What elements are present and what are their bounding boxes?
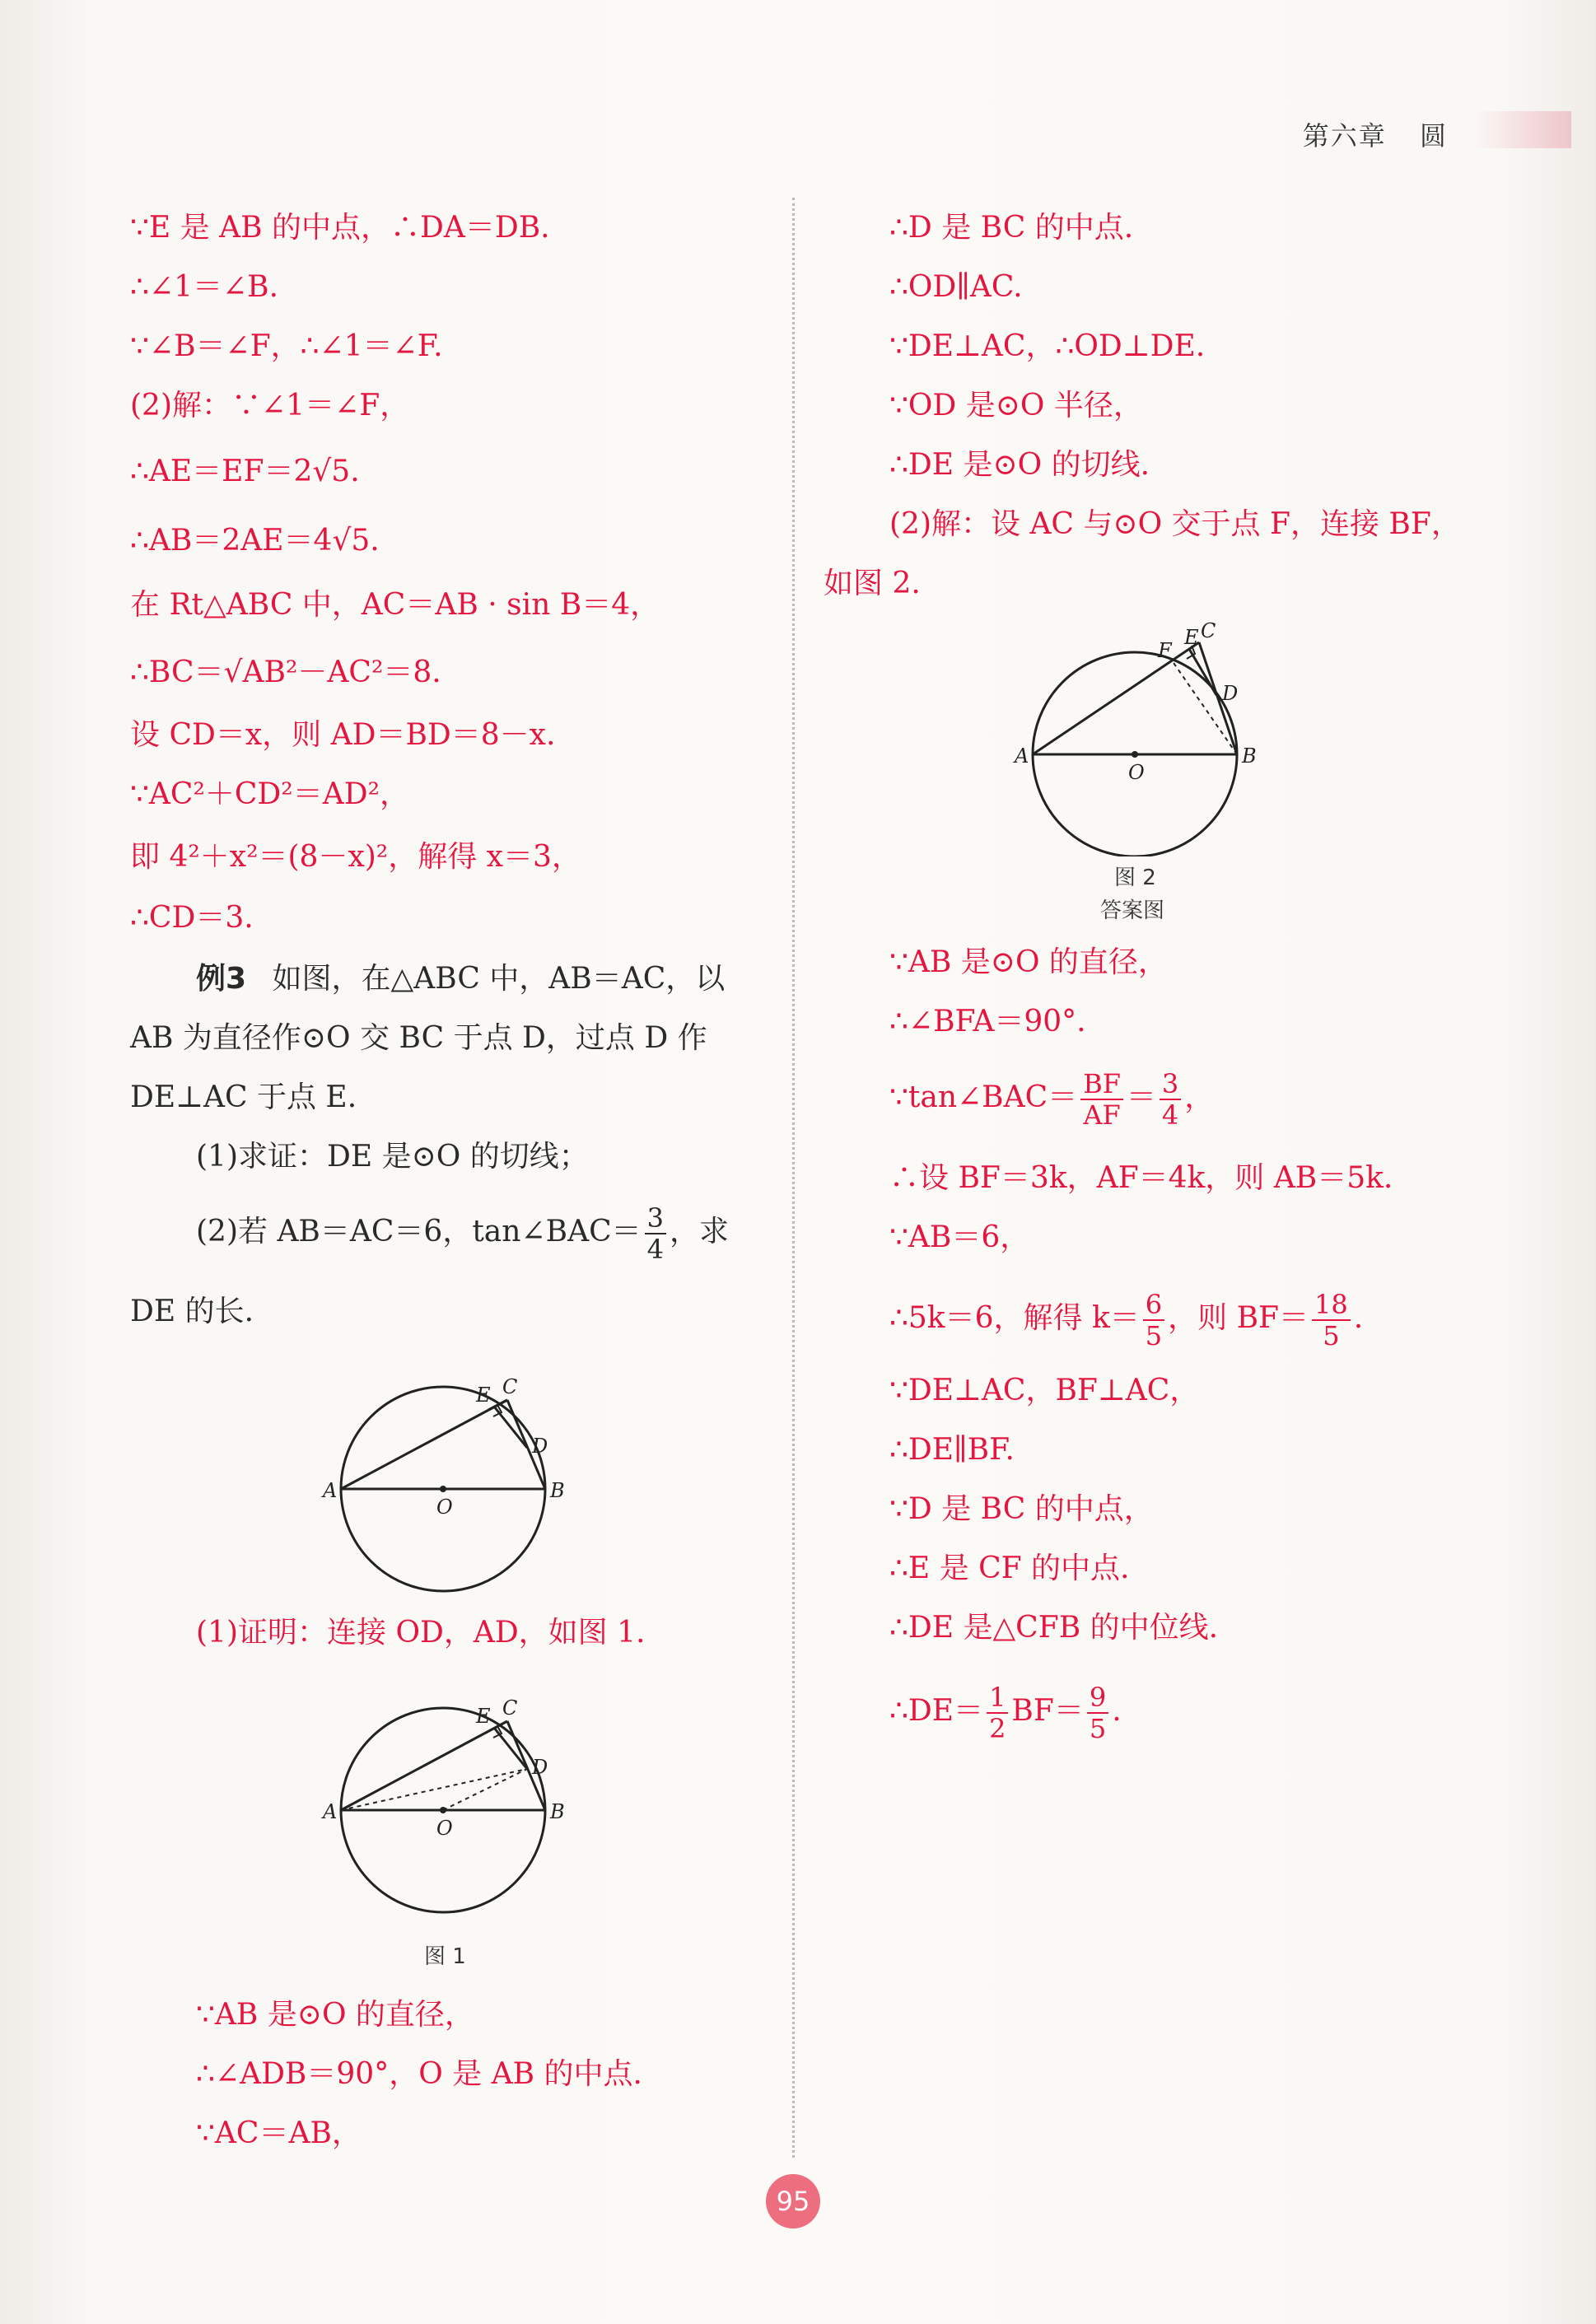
fraction: [1312, 1291, 1351, 1349]
solution-line: ∴∠ADB＝90°，O 是 AB 的中点.: [196, 2057, 642, 2091]
label-c: C: [502, 1375, 518, 1398]
equals: ＝: [1126, 1080, 1156, 1114]
denominator: 5: [1323, 1320, 1340, 1351]
denominator: 5: [1145, 1320, 1163, 1351]
label-e: E: [1184, 626, 1199, 649]
label-b: B: [550, 1800, 565, 1823]
period: .: [1353, 1301, 1364, 1335]
solution-line: 如图 2.: [824, 567, 921, 600]
example-text-1: 如图，在△ABC 中，AB＝AC，以: [272, 962, 726, 996]
solution-line: ∴AB＝2AE＝4√5.: [130, 524, 380, 558]
label-b: B: [550, 1479, 565, 1502]
label-a: A: [1015, 744, 1029, 768]
k-text-mid: ，则 BF＝: [1168, 1301, 1309, 1335]
example-intro: [196, 961, 725, 997]
solution-line: ∵OD 是⊙O 半径，: [889, 389, 1143, 422]
label-d: D: [1222, 682, 1239, 705]
question-2-end: DE 的长.: [130, 1295, 254, 1328]
fraction: [1143, 1291, 1164, 1349]
segment-ad: [341, 1769, 527, 1810]
question-2-text: (2)若 AB＝AC＝6，tan∠BAC＝: [196, 1215, 642, 1248]
denominator: 5: [1089, 1713, 1107, 1744]
fraction: [645, 1202, 666, 1265]
numerator: 9: [1087, 1684, 1108, 1714]
label-o: O: [436, 1496, 453, 1519]
de-text-mid: BF＝: [1011, 1694, 1084, 1728]
question-2-tail: ，求: [669, 1215, 729, 1248]
tan-line: [889, 1068, 1215, 1131]
solution-line: ∴DE∥BF.: [889, 1433, 1015, 1467]
solution-line: 设 CD＝x，则 AD＝BD＝8－x.: [130, 718, 556, 752]
question-1: (1)求证：DE 是⊙O 的切线；: [196, 1140, 589, 1174]
label-f: F: [1158, 639, 1172, 662]
label-b: B: [1242, 744, 1257, 768]
de-line: [889, 1684, 1122, 1742]
solution-line: ∴∠BFA＝90°.: [889, 1005, 1086, 1038]
chapter-label: 第六章: [1302, 120, 1387, 152]
proof-intro: (1)证明：连接 OD，AD，如图 1.: [196, 1616, 646, 1650]
k-line: [889, 1291, 1363, 1349]
fraction: [1160, 1068, 1181, 1131]
solution-line: ∵D 是 BC 的中点，: [889, 1492, 1154, 1526]
segment-od: [443, 1769, 527, 1810]
label-e: E: [476, 1705, 491, 1728]
solution-line: ∴AE＝EF＝2√5.: [130, 455, 360, 488]
denominator: 4: [646, 1234, 664, 1265]
solution-line: ∵∠B＝∠F，∴∠1＝∠F.: [130, 329, 443, 363]
solution-line: ∴∠1＝∠B.: [130, 270, 279, 304]
de-text: ∴DE＝: [889, 1694, 984, 1728]
solution-line: ∴D 是 BC 的中点.: [889, 211, 1134, 245]
example-label: 例3: [196, 962, 247, 996]
label-c: C: [1201, 619, 1216, 642]
segment-ac: [341, 1400, 507, 1489]
figure-1: [321, 1672, 585, 1919]
solution-line: (2)解：设 AC 与⊙O 交于点 F，连接 BF，: [889, 507, 1461, 541]
chapter-header: [1303, 115, 1448, 153]
solution-line: 即 4²＋x²＝(8－x)²，解得 x＝3，: [130, 840, 581, 874]
figure-2-caption: 图 2: [1114, 866, 1156, 890]
tan-text: ∵tan∠BAC＝: [889, 1080, 1078, 1114]
numerator: 18: [1312, 1291, 1351, 1321]
k-text: ∴5k＝6，解得 k＝: [889, 1301, 1140, 1335]
label-c: C: [502, 1696, 518, 1720]
label-a: A: [323, 1479, 338, 1502]
fraction: [1087, 1684, 1108, 1742]
figure-2: [1013, 609, 1276, 856]
example-figure: [321, 1351, 585, 1598]
solution-line: ∴DE 是⊙O 的切线.: [889, 448, 1150, 482]
solution-line: ∵DE⊥AC，∴OD⊥DE.: [889, 329, 1206, 363]
denominator: 2: [989, 1713, 1006, 1744]
segment-ac: [341, 1721, 507, 1810]
solution-line: ∵E 是 AB 的中点，∴DA＝DB.: [130, 211, 550, 245]
numerator: 1: [987, 1684, 1008, 1714]
solution-line: (2)解：∵∠1＝∠F，: [130, 389, 410, 422]
comma: ，: [1184, 1080, 1215, 1114]
solution-line: ∴DE 是△CFB 的中位线.: [889, 1611, 1219, 1645]
period: .: [1112, 1694, 1122, 1728]
center-point: [440, 1807, 446, 1813]
solution-line: ∴设 BF＝3k，AF＝4k，则 AB＝5k.: [889, 1161, 1393, 1195]
page-number-badge: 95: [766, 2174, 820, 2228]
example-text-3: DE⊥AC 于点 E.: [130, 1080, 357, 1114]
solution-line: ∵AC²＋CD²＝AD²，: [130, 777, 410, 811]
solution-line: ∵AB 是⊙O 的直径，: [889, 945, 1168, 979]
numerator: BF: [1080, 1071, 1123, 1100]
solution-line: ∴CD＝3.: [130, 901, 254, 935]
example-text-2: AB 为直径作⊙O 交 BC 于点 D，过点 D 作: [130, 1021, 707, 1055]
center-point: [440, 1486, 446, 1492]
solution-line: ∵AB＝6，: [889, 1220, 1030, 1254]
solution-line: ∵DE⊥AC，BF⊥AC，: [889, 1374, 1200, 1407]
fraction: [1080, 1068, 1123, 1131]
figure-1-caption: 图 1: [424, 1944, 466, 1969]
solution-line: 在 Rt△ABC 中，AC＝AB · sin B＝4，: [130, 588, 660, 622]
numerator: 3: [645, 1205, 666, 1234]
header-accent: [1472, 111, 1571, 148]
label-e: E: [476, 1384, 491, 1407]
segment-ac: [1033, 642, 1199, 754]
solution-line: ∵AC＝AB，: [196, 2116, 362, 2150]
question-2: [196, 1202, 729, 1265]
figure-2-subcaption: 答案图: [1100, 898, 1165, 923]
label-o: O: [436, 1817, 453, 1840]
solution-line: ∴OD∥AC.: [889, 270, 1023, 304]
center-point: [1132, 751, 1138, 758]
label-a: A: [323, 1800, 338, 1823]
numerator: 6: [1143, 1291, 1164, 1321]
solution-line: ∵AB 是⊙O 的直径，: [196, 1998, 474, 2032]
denominator: AF: [1083, 1099, 1121, 1131]
denominator: 4: [1161, 1099, 1179, 1131]
label-d: D: [532, 1435, 548, 1458]
chapter-topic: 圆: [1419, 120, 1448, 152]
solution-line: ∴BC＝√AB²－AC²＝8.: [130, 656, 441, 689]
column-divider: [792, 198, 795, 2158]
fraction: [987, 1684, 1008, 1742]
label-o: O: [1128, 761, 1145, 784]
solution-line: ∴E 是 CF 的中点.: [889, 1552, 1130, 1585]
numerator: 3: [1160, 1071, 1181, 1100]
label-d: D: [532, 1756, 548, 1779]
